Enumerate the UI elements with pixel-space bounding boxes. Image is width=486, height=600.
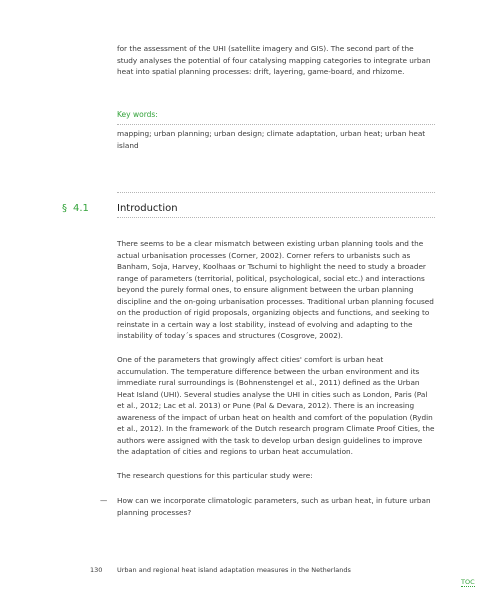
section-symbol: § <box>62 203 67 214</box>
page-number: 130 <box>90 566 103 574</box>
section-number-value: 4.1 <box>73 203 89 214</box>
keywords-top-divider <box>117 124 435 125</box>
research-question-text: How can we incorporate climatologic parameters, such as urban heat, in future urban planning processes? <box>117 496 431 517</box>
section-title: Introduction <box>117 203 178 214</box>
keywords-text: mapping; urban planning; urban design; climate adaptation, urban heat; urban heat island <box>117 129 426 150</box>
body-paragraph-3: The research questions for this particular study were: <box>117 471 313 480</box>
intro-paragraph: for the assessment of the UHI (satellite imagery and GIS). The second part of the study analyses the potential of four catalysing mapping categories to integrate urban heat into spatial planning processes: drift, layering, game-board, and rhizome. <box>117 44 431 76</box>
keywords-label: Key words: <box>117 110 158 119</box>
running-title: Urban and regional heat island adaptation measures in the Netherlands <box>117 566 351 574</box>
bullet-dash: — <box>100 496 108 505</box>
body-paragraph-2: One of the parameters that growingly affect cities' comfort is urban heat accumulation. The temperature difference between the urban environment and its immediate rural surroundings is (Bohnenstengel et al., 2011) defined as the Urban Heat Island (UHI). Several studies analyse the UHI in cities such as London, Paris (Pal et al., 2012; Lac et al. 2013) or Pune (Pal & Devara, 2012). There is an increasing awareness of the impact of urban heat on health and comfort of the population (Rydin et al., 2012). In the framework of the Dutch research program Climate Proof Cities, the authors were assigned with the task to develop urban design guidelines to improve the adaptation of cities and regions to urban heat accumulation. <box>117 355 435 456</box>
section-bottom-divider <box>117 217 435 218</box>
toc-link[interactable]: TOC <box>461 578 475 586</box>
section-number <box>62 203 89 214</box>
section-top-divider <box>117 192 435 193</box>
body-paragraph-1: There seems to be a clear mismatch between existing urban planning tools and the actual urbanisation processes (Corner, 2002). Corner refers to urbanists such as Banham, Soja, Harvey, Koolhaas or Tschumi to highlight the need to study a broader range of parameters (territorial, political, psychological, social etc.) and interactions beyond the purely formal ones, to ensure alignment between the urban planning discipline and the on-going urbanisation processes. Traditional urban planning focused on the production of rigid proposals, organizing objects and functions, and seeking to reinstate in a certain way a lost stability, instead of evolving and adapting to the instability of today´s spaces and structures (Cosgrove, 2002). <box>117 239 434 340</box>
